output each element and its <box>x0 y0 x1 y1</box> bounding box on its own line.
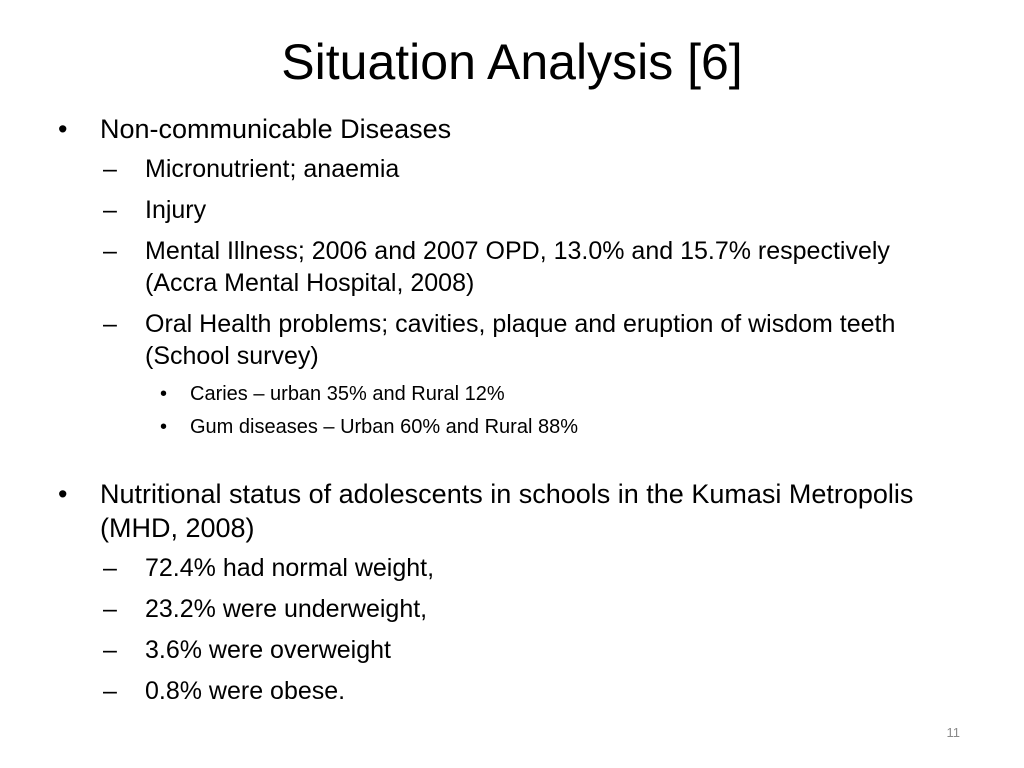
sub-bullet-item <box>100 552 956 584</box>
sub-bullet-text: 23.2% were underweight, <box>145 595 428 623</box>
dash-icon: – <box>103 310 117 338</box>
sub-bullet-item <box>100 593 956 625</box>
bullet-icon: • <box>160 383 168 405</box>
dash-icon: – <box>103 595 117 623</box>
sub-bullet-text: Mental Illness; 2006 and 2007 OPD, 13.0% and 15.7% respectively (Accra Mental Hospital, 2008) <box>145 237 890 297</box>
sub-sub-bullet-item <box>156 381 956 407</box>
sub-sub-bullet-item <box>156 414 956 440</box>
sub-bullet-text: 72.4% had normal weight, <box>145 554 435 582</box>
sub-bullet-text: 3.6% were overweight <box>145 636 391 664</box>
section-spacer <box>56 447 956 477</box>
bullet-text: Non-communicable Diseases <box>100 114 452 144</box>
sub-bullet-text: Micronutrient; anaemia <box>145 155 400 183</box>
sub-sub-bullet-text: Gum diseases – Urban 60% and Rural 88% <box>190 416 578 438</box>
sub-bullet-item <box>100 634 956 666</box>
dash-icon: – <box>103 196 117 224</box>
sub-bullet-text: 0.8% were obese. <box>145 677 346 705</box>
sub-bullet-item <box>100 675 956 707</box>
sub-bullet-item <box>100 308 956 372</box>
bullet-item <box>56 112 956 146</box>
sub-bullet-text: Oral Health problems; cavities, plaque and eruption of wisdom teeth (School survey) <box>145 310 896 370</box>
slide-title: Situation Analysis [6] <box>281 34 743 90</box>
dash-icon: – <box>103 677 117 705</box>
bullet-text: Nutritional status of adolescents in schools in the Kumasi Metropolis (MHD, 2008) <box>100 479 914 543</box>
slide-content <box>56 112 956 716</box>
sub-sub-bullet-text: Caries – urban 35% and Rural 12% <box>190 383 505 405</box>
sub-bullet-text: Injury <box>145 196 207 224</box>
sub-bullet-item <box>100 194 956 226</box>
bullet-icon: • <box>160 416 168 438</box>
bullet-icon: • <box>58 479 68 509</box>
sub-bullet-item <box>100 235 956 299</box>
bullet-item <box>56 477 956 545</box>
slide-number: 11 <box>946 725 960 740</box>
dash-icon: – <box>103 636 117 664</box>
sub-bullet-item <box>100 153 956 185</box>
bullet-icon: • <box>58 114 68 144</box>
dash-icon: – <box>103 155 117 183</box>
dash-icon: – <box>103 237 117 265</box>
dash-icon: – <box>103 554 117 582</box>
